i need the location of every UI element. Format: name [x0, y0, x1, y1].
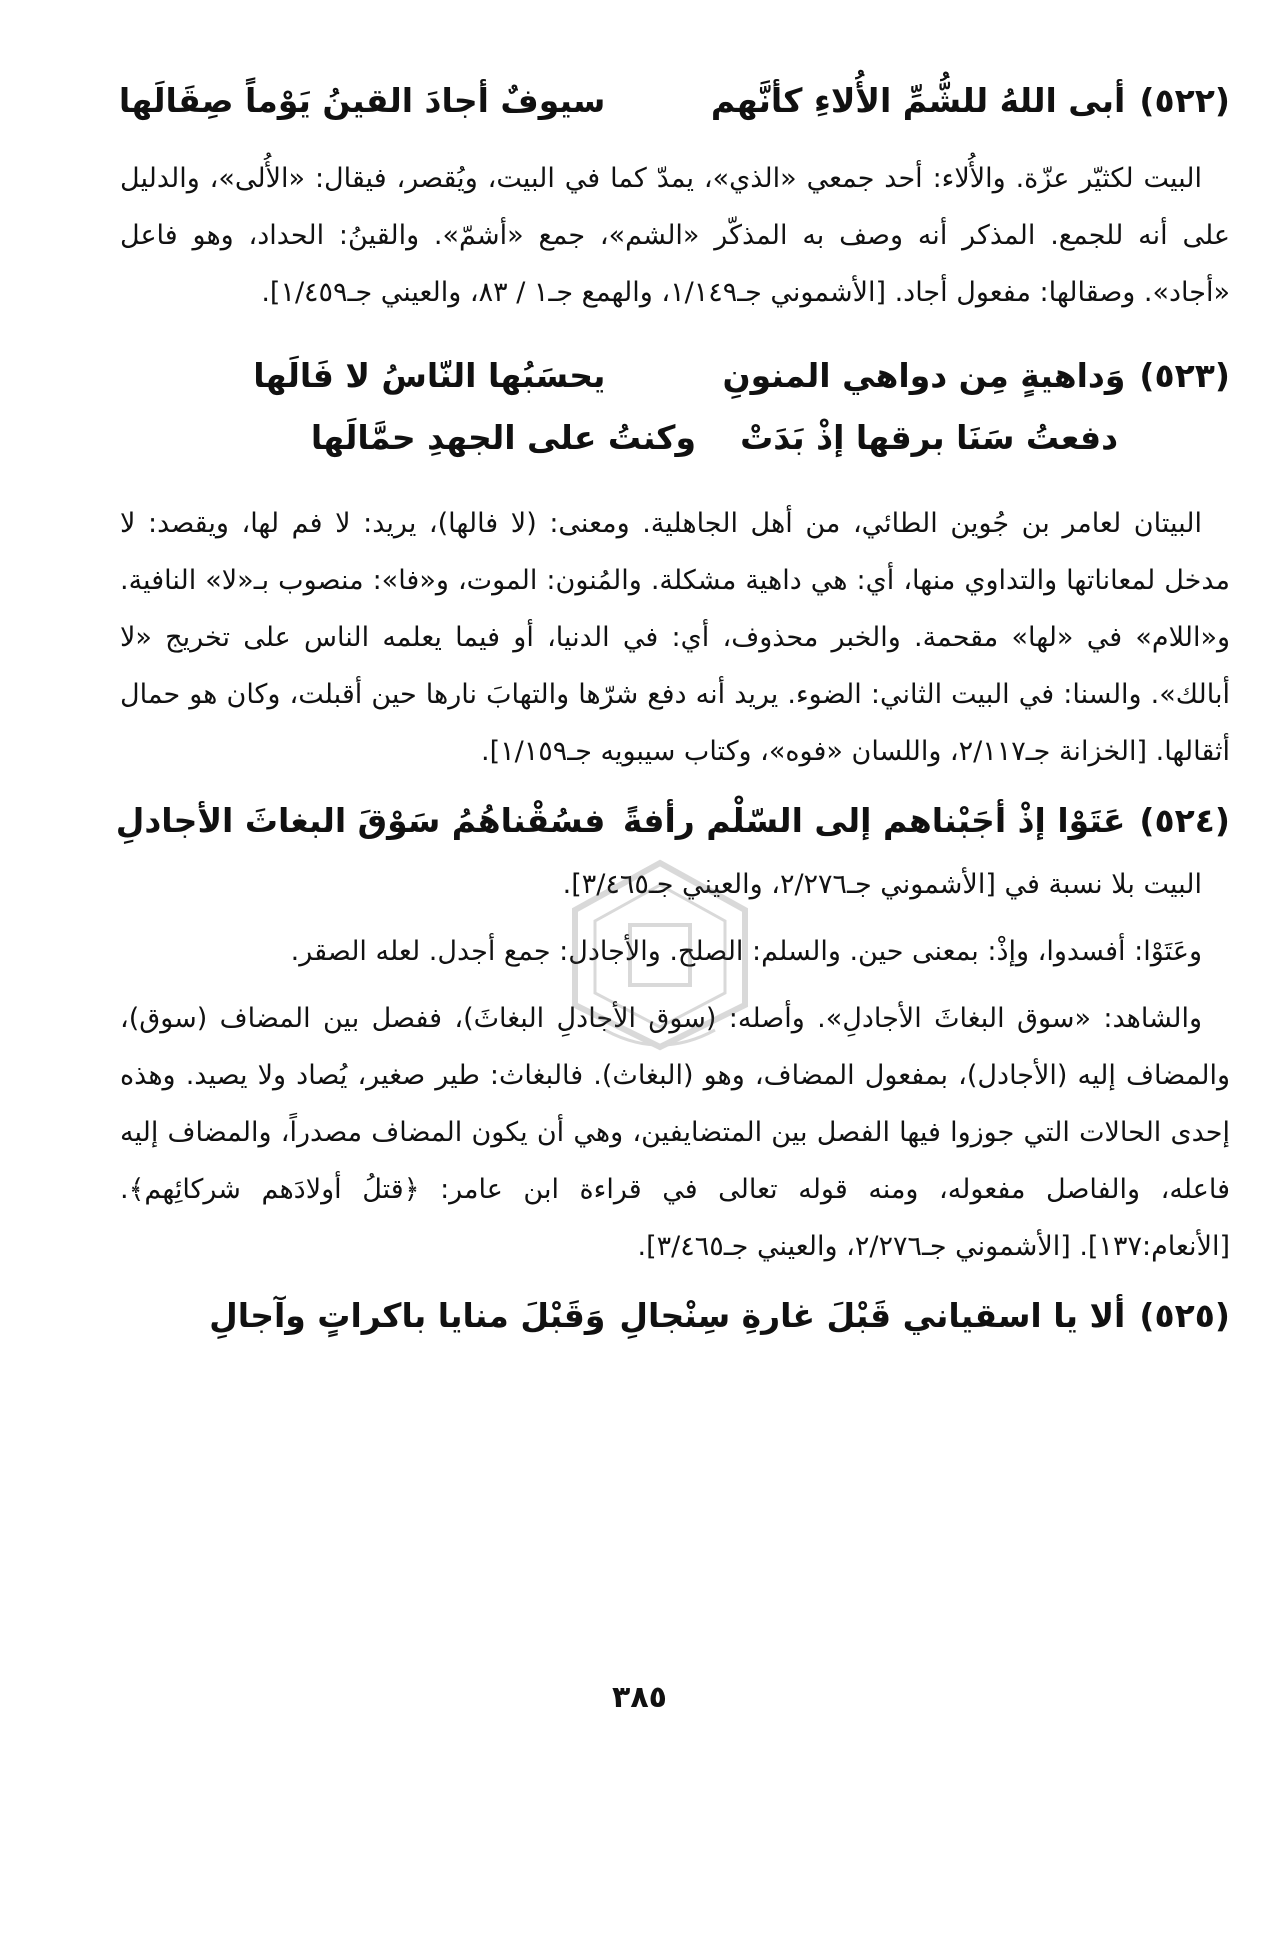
commentary-523: البيتان لعامر بن جُوين الطائي، من أهل الجاهلية. ومعنى: (لا فالها)، يريد: لا فم لها، ويقصد: لا مدخل لمعاناتها والتداوي منها، أي: هي داهية مشكلة. والمُنون: الموت، و«فا»: منصوب بـ«لا» النافية. و«اللام» في «لها» مقحمة. والخبر محذوف، أي: في الدنيا، أو فيما يعلمه الناس على تخريج «لا أبالك». والسنا: في البيت الثاني: الضوء. يريد أنه دفع شرّها والتهابَ نارها حين أقبلت، وكان هو حمال أثقالها. [الخزانة جـ٢/١١٧، واللسان «فوه»، وكتاب سيبويه جـ١/١٥٩]. [120, 508, 1230, 767]
verse-hemistich-third: دفعتُ سَنَا برقها إذْ بَدَتْ [740, 418, 1118, 457]
verse-line-2 [120, 407, 1230, 469]
verse-hemistich-first: عَتَوْا إذْ أجَبْناهم إلى السّلْم رأفةً [622, 801, 1126, 840]
verse-number: (٥٢٢) [1139, 81, 1230, 120]
verse-hemistich-first: ألا يا اسقياني قَبْلَ غارةِ سِنْجالِ [619, 1296, 1126, 1335]
verse-hemistich-first: أبى اللهُ للشُّمِّ الأُلاءِ كأنَّهم [710, 81, 1126, 120]
verse-524 [115, 790, 1230, 852]
commentary-524-evidence: والشاهد: «سوق البغاثَ الأجادلِ». وأصله: (سوق الأجادلِ البغاثَ)، ففصل بين المضاف (سوق)، والمضاف إليه (الأجادل)، بمفعول المضاف، وهو (البغاث). فالبغاث: طير صغير، يُصاد ولا يصيد. وهذه إحدى الحالات التي جوزوا فيها الفصل بين المتضايفين، وهي أن يكون المضاف مصدراً، والمضاف إليه فاعله، والفاصل مفعوله، ومنه قوله تعالى في قراءة ابن عامر: ﴿قتلُ أولادَهم شركائِهم﴾. [الأنعام:١٣٧]. [الأشموني جـ٢/٢٧٦، والعيني جـ٣/٤٦٥]. [120, 1003, 1230, 1262]
verse-hemistich-second: سيوفٌ أجادَ القينُ يَوْماً صِقَالَها [118, 81, 606, 120]
commentary-522: البيت لكثيّر عزّة. والأُلاء: أحد جمعي «الذي»، يمدّ كما في البيت، ويُقصر، فيقال: «الأُلى»، والدليل على أنه للجمع. المذكر أنه وصف به المذكّر «الشم»، جمع «أشمّ». والقينُ: الحداد، وهو فاعل «أجاد». وصقالها: مفعول أجاد. [الأشموني جـ١/١٤٩، والهمع جـ١ / ٨٣، والعيني جـ١/٤٥٩]. [120, 163, 1230, 308]
library-stamp-watermark [545, 855, 775, 1055]
verse-hemistich-fourth: وكنتُ على الجهدِ حمَّالَها [310, 418, 696, 457]
verse-hemistich-second: فسُقْناهُمُ سَوْقَ البغاثَ الأجادلِ [115, 801, 606, 840]
verse-number: (٥٢٣) [1139, 356, 1230, 395]
verse-number: (٥٢٤) [1139, 801, 1230, 840]
verse-hemistich-first: وَداهيةٍ مِن دواهي المنونِ [722, 356, 1126, 395]
verse-number: (٥٢٥) [1139, 1296, 1230, 1335]
verse-525 [120, 1285, 1230, 1347]
verse-522 [120, 70, 1230, 132]
verse-523 [120, 345, 1230, 469]
page-number: ٣٨٥ [612, 1680, 667, 1715]
verse-hemistich-second: يحسَبُها النّاسُ لا فَالَها [253, 356, 606, 395]
commentary-524-meaning: وعَتَوْا: أفسدوا، وإذْ: بمعنى حين. والسلم: الصلح. والأجادل: جمع أجدل. لعله الصقر. [290, 936, 1202, 967]
commentary-524-source: البيت بلا نسبة في [الأشموني جـ٢/٢٧٦، والعيني جـ٣/٤٦٥]. [562, 869, 1202, 900]
verse-line-1 [120, 345, 1230, 407]
verse-hemistich-second: وَقَبْلَ منايا باكراتٍ وآجالِ [209, 1296, 606, 1335]
